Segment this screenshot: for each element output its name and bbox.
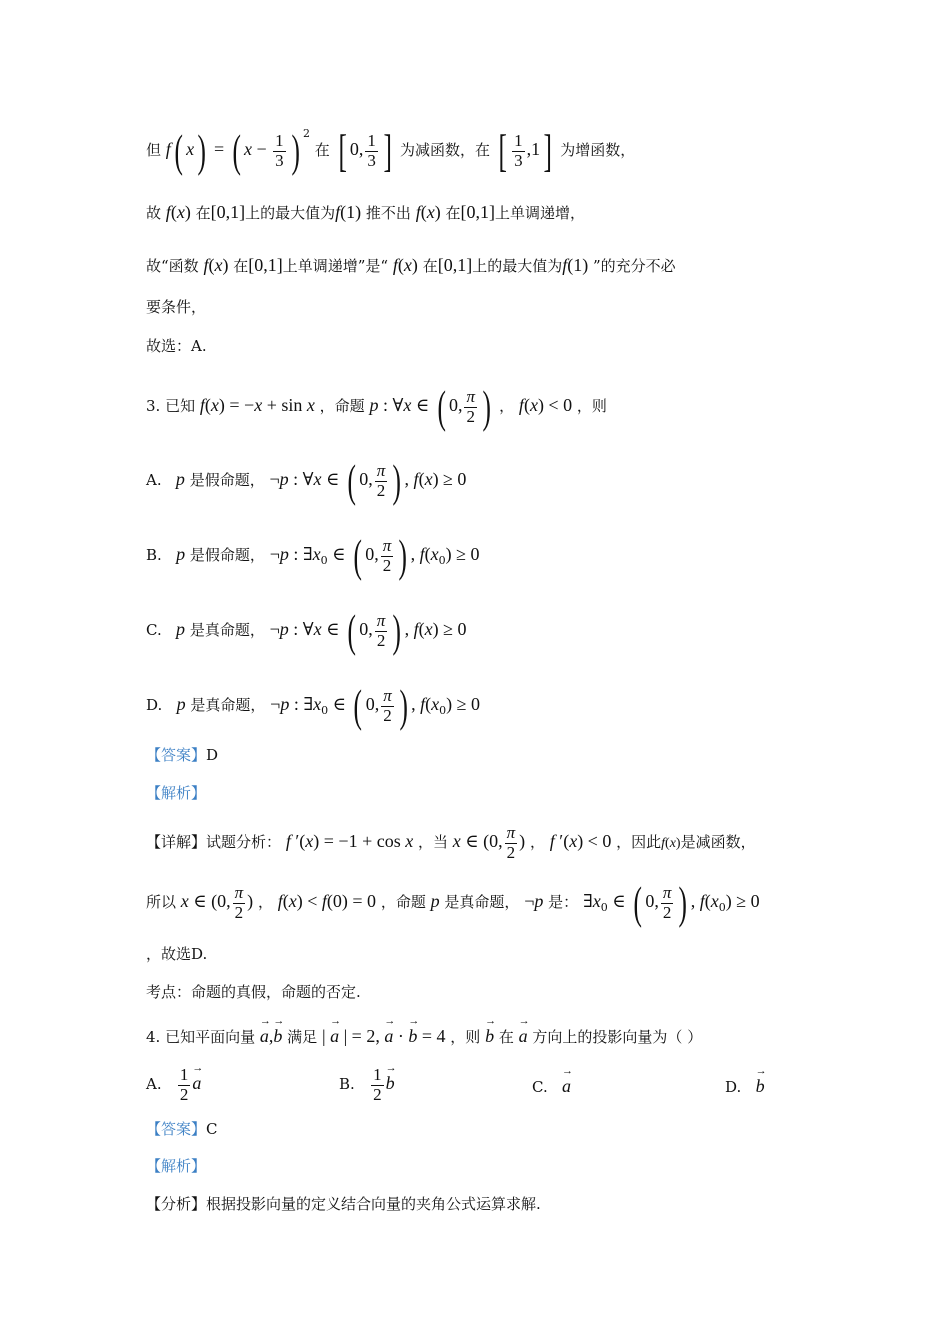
text: ，当 <box>418 833 449 852</box>
answer-3 <box>146 748 218 763</box>
text: ， <box>257 893 273 911</box>
option-label: C. <box>146 621 162 639</box>
text: ，因此 <box>616 833 662 852</box>
option-label: C. <box>532 1078 548 1096</box>
text: 根据投影向量的定义结合向量的夹角公式运算求解. <box>206 1195 541 1213</box>
analysis-tag-3: 【解析】 <box>146 784 207 802</box>
option-label: B. <box>339 1075 355 1094</box>
text: 在 <box>445 204 461 222</box>
q4-option-c[interactable]: C. → a <box>532 1076 571 1097</box>
text: 是： <box>548 893 579 911</box>
option-label: A. <box>146 1075 162 1094</box>
text: 是假命题， <box>189 546 265 564</box>
fenxi-tag: 【分析】 <box>146 1195 207 1213</box>
option-a[interactable]: A. p 是假命题， ¬p : ∀x ∈ ( 0, $\frac{\pi}{2}$ ) , f(x) ≥ 0 <box>146 455 467 506</box>
text: 是真命题， <box>444 893 520 911</box>
answer-value: C <box>206 1120 218 1138</box>
option-b[interactable]: B. p 是假命题， ¬p : $\exists x_0$ ∈ ( 0, $\frac{\pi}{2}$ ) , $f(x_0) \ge 0$ <box>146 530 480 581</box>
text: 是真命题， <box>189 621 265 639</box>
text: 上单调递增”是“ <box>282 257 389 275</box>
text: 在 <box>422 257 438 275</box>
option-label: D. <box>725 1078 742 1096</box>
text: 在 <box>233 257 249 275</box>
so-line: 所以 x ∈ (0, $\frac{\pi}{2}$ ) ， f(x) < f(0) = 0 ，命题 p 是真命题， ¬p 是： $\exists x_0$ ∈ ( 0, $\frac{\pi}{2}$ ) , $f(x_0) \ge 0$ <box>146 877 760 928</box>
q4-option-b[interactable]: B. $\frac{1}{2}$ → b <box>339 1066 395 1104</box>
text: 在 <box>498 1028 514 1046</box>
text: ”的充分不必 <box>593 257 676 275</box>
pick-line: ，故选D. <box>146 945 208 963</box>
math: f <box>165 139 171 159</box>
q4-option-a[interactable]: A. $\frac{1}{2}$ → a <box>146 1066 201 1104</box>
text: 满足 <box>287 1028 318 1046</box>
option-label: D. <box>146 696 163 714</box>
text: 上的最大值为 <box>472 257 563 275</box>
answer-4 <box>146 1122 218 1137</box>
text: 但 <box>146 141 162 159</box>
text: ，命题 <box>319 397 365 415</box>
text: 在 <box>195 204 211 222</box>
option-c[interactable]: C. p 是真命题， ¬p : ∀x ∈ ( 0, $\frac{\pi}{2}$ ) , f(x) ≥ 0 <box>146 605 467 656</box>
line-5: 故选：A. <box>146 337 207 355</box>
detail-tag: 【详解】 <box>146 833 207 852</box>
question-4: 4. 已知平面向量 → a,→ b 满足 | → a | = 2, → a · → b = 4 ，则 → b 在 → a 方向上的投影向量为（ ） <box>146 1027 702 1045</box>
text: 4. 已知平面向量 <box>146 1028 256 1046</box>
option-label: A. <box>146 471 162 489</box>
line-1: 但 f( x) = ( x − $\frac{1}{3}$ ) $^2$ 在 [ 0, $\frac{1}{3}$ ] 为减函数，在 [ $\frac{1}{3}$ ,1] 为增函数， <box>146 125 636 176</box>
text: 所以 <box>146 893 177 911</box>
text: 为减函数，在 <box>399 141 490 159</box>
fenxi-line <box>146 1197 541 1212</box>
text: 推不出 <box>365 204 411 222</box>
text: ， <box>529 833 545 852</box>
text: ，则 <box>576 397 607 415</box>
question-3: 3. 已知 f(x) = −x + sin x ，命题 p : ∀x ∈ ( 0, $\frac{\pi}{2}$ ) ， f(x) < 0 ，则 <box>146 381 607 432</box>
kaodian-line: 考点：命题的真假，命题的否定. <box>146 983 361 1001</box>
text: 已知 <box>165 397 196 415</box>
option-d[interactable]: D. p 是真命题， ¬p : $\exists x_0$ ∈ ( 0, $\frac{\pi}{2}$ ) , $f(x_0) \ge 0$ <box>146 680 480 731</box>
line-3: 故“函数 f(x) 在[0,1]上单调递增”是“ f(x) 在[0,1]上的最大值为f(1) ”的充分不必 <box>146 255 676 275</box>
question-number: 3. <box>146 397 161 415</box>
text: 为增函数， <box>560 141 636 159</box>
text: 方向上的投影向量为（ ） <box>532 1028 703 1046</box>
text: ，则 <box>450 1028 481 1046</box>
text: 故 <box>146 204 162 222</box>
text: 是减函数， <box>680 833 756 852</box>
q4-option-d[interactable]: D. → b <box>725 1076 765 1097</box>
answer-value: D <box>206 746 219 764</box>
text: 在 <box>314 141 330 159</box>
line-2: 故 f(x) 在[0,1]上的最大值为f(1) 推不出 f(x) 在[0,1]上单调递增， <box>146 202 586 222</box>
option-label: B. <box>146 546 162 564</box>
answer-tag: 【答案】 <box>146 746 207 764</box>
answer-tag: 【答案】 <box>146 1120 207 1138</box>
text: 故“函数 <box>146 257 199 275</box>
text: ，命题 <box>380 893 426 911</box>
line-4: 要条件， <box>146 298 207 316</box>
text: 是假命题， <box>189 471 265 489</box>
text: ， <box>499 397 515 415</box>
text: 是真命题， <box>190 696 266 714</box>
text: 上的最大值为 <box>245 204 336 222</box>
analysis-tag-4: 【解析】 <box>146 1157 207 1175</box>
text: 上单调递增， <box>495 204 586 222</box>
text: 试题分析： <box>206 833 282 852</box>
detail-line: 【详解】试题分析： f ′(x) = −1 + cos x ，当 x ∈ (0, $\frac{\pi}{2}$ ) ， f ′(x) < 0 ，因此f(x)是减函数， <box>146 823 756 862</box>
